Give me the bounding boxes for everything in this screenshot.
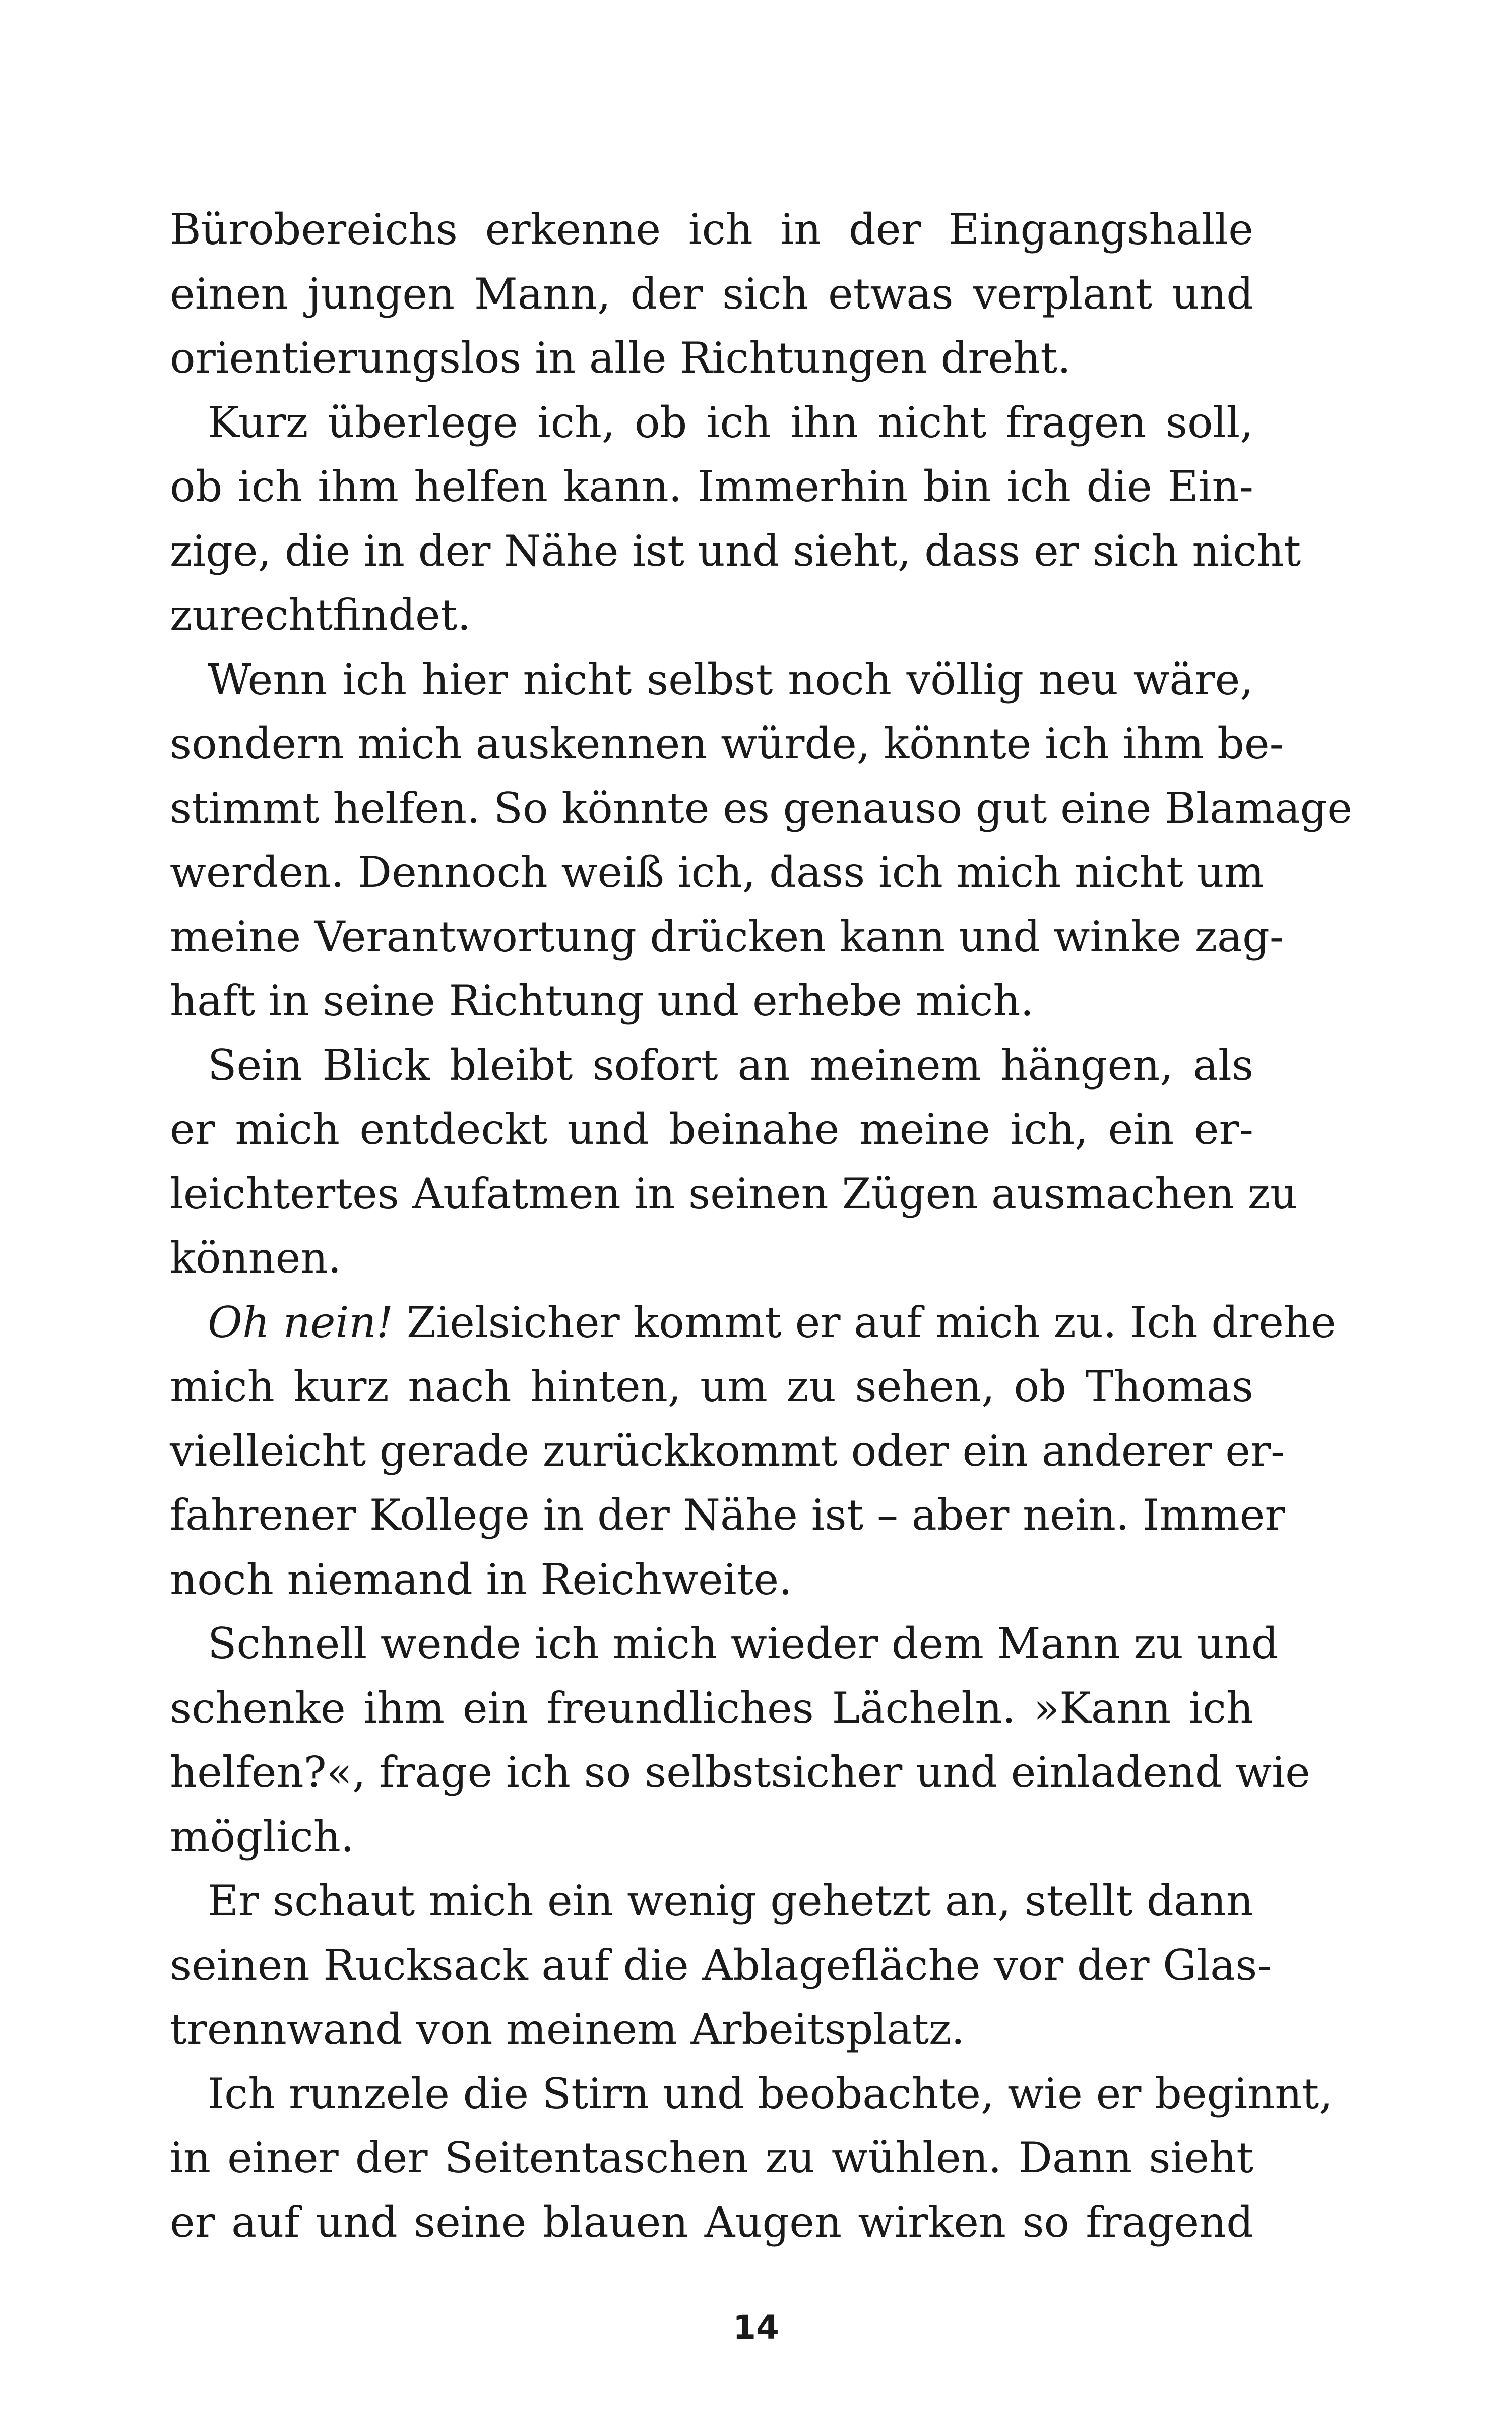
text-line: haft in seine Richtung und erhebe mich. — [170, 976, 1034, 1025]
text-line: stimmt helfen. So könnte es genauso gut eine Blamage — [170, 783, 1353, 833]
text-line: Wenn ich hier nicht selbst noch völlig neu wäre, — [208, 654, 1253, 704]
paragraph — [170, 2062, 1333, 2255]
text-line: er mich entdeckt und beinahe meine ich, ein er- — [170, 1105, 1253, 1154]
text-line: zurechtfindet. — [170, 590, 471, 640]
text-line: noch niemand in Reichweite. — [170, 1554, 792, 1604]
text-line: in einer der Seitentaschen zu wühlen. Dann sieht — [170, 2133, 1253, 2183]
body-text — [170, 198, 1353, 2255]
text-line: möglich. — [170, 1811, 354, 1861]
paragraph — [170, 1291, 1336, 1612]
text-line: Ich runzele die Stirn und beobachte, wie er beginnt, — [208, 2069, 1333, 2119]
text-line: orientierungslos in alle Richtungen dreht. — [170, 333, 1071, 383]
paragraph — [170, 648, 1353, 1034]
paragraph — [170, 1869, 1272, 2062]
text-line: sondern mich auskennen würde, könnte ich ihm be- — [170, 719, 1284, 768]
text-line: trennwand von meinem Arbeitsplatz. — [170, 2005, 965, 2054]
paragraph — [170, 198, 1253, 391]
text-line: einen jungen Mann, der sich etwas verplant und — [170, 269, 1253, 319]
text-line: Bürobereichs erkenne ich in der Eingangshalle — [170, 205, 1253, 254]
text-line: werden. Dennoch weiß ich, dass ich mich nicht um — [170, 848, 1265, 897]
text-line: Sein Blick bleibt sofort an meinem hängen, als — [208, 1040, 1253, 1090]
text-line: Oh nein! Zielsicher kommt er auf mich zu. Ich drehe — [208, 1297, 1336, 1347]
text-line: seinen Rucksack auf die Ablagefläche vor der Glas- — [170, 1940, 1272, 1990]
text-line: Schnell wende ich mich wieder dem Mann zu und — [208, 1619, 1279, 1668]
page-number: 14 — [733, 2308, 779, 2347]
text-line: ob ich ihm helfen kann. Immerhin bin ich die Ein- — [170, 462, 1253, 511]
paragraph — [170, 391, 1301, 648]
paragraph — [170, 1612, 1310, 1869]
text-line: können. — [170, 1233, 342, 1283]
text-line: mich kurz nach hinten, um zu sehen, ob Thomas — [170, 1362, 1253, 1411]
text-line: Kurz überlege ich, ob ich ihn nicht fragen soll, — [208, 397, 1253, 447]
italic-emphasis: Oh nein! — [208, 1297, 394, 1347]
text-line: leichtertes Aufatmen in seinen Zügen ausmachen zu — [170, 1169, 1298, 1219]
text-line: Er schaut mich ein wenig gehetzt an, stellt dann — [208, 1876, 1253, 1925]
text-line: helfen?«, frage ich so selbstsicher und einladend wie — [170, 1747, 1310, 1797]
text-line: fahrener Kollege in der Nähe ist – aber nein. Immer — [170, 1490, 1285, 1540]
text-line: er auf und seine blauen Augen wirken so fragend — [170, 2197, 1253, 2247]
text-line: zige, die in der Nähe ist und sieht, dass er sich nicht — [170, 526, 1301, 576]
paragraph — [170, 1034, 1298, 1291]
text-line: meine Verantwortung drücken kann und winke zag- — [170, 912, 1284, 961]
text-line: vielleicht gerade zurückkommt oder ein anderer er- — [170, 1426, 1285, 1476]
text-line: schenke ihm ein freundliches Lächeln. »Kann ich — [170, 1683, 1253, 1733]
